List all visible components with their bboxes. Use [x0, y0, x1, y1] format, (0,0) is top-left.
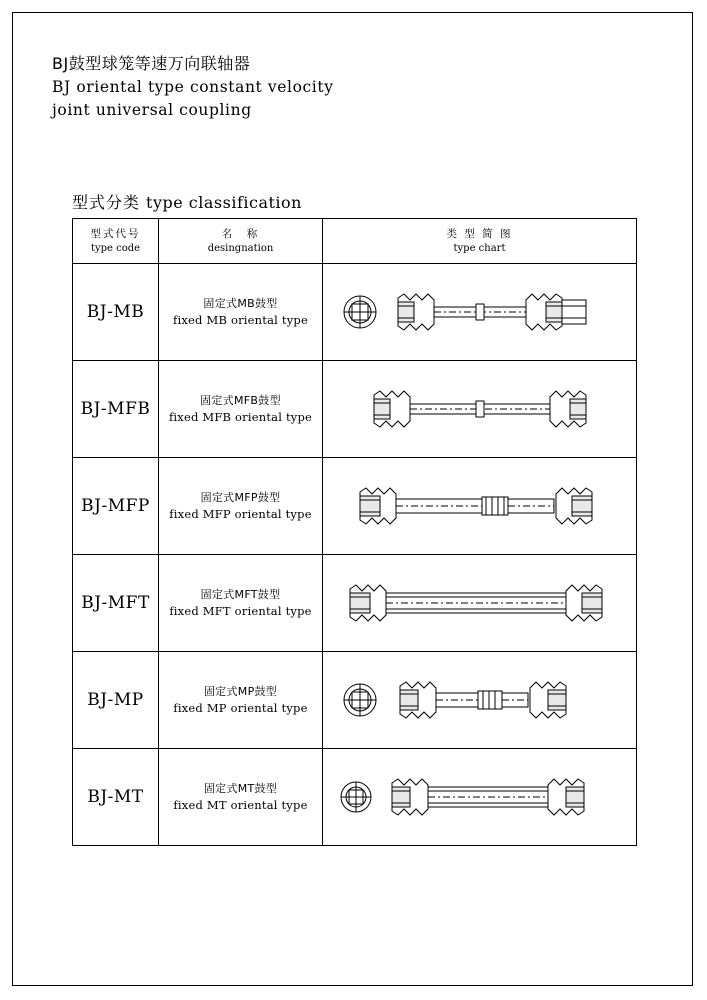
- designation-en: fixed MB oriental type: [173, 313, 308, 327]
- header-cell-type-code: [73, 219, 159, 264]
- type-classification-table: [72, 218, 637, 846]
- cell-type-code: BJ-MP: [73, 652, 159, 749]
- designation-en: fixed MP oriental type: [173, 701, 308, 715]
- diagram-mt-oriental-type: [330, 757, 630, 837]
- designation-cn: 固定式MB鼓型: [203, 297, 278, 310]
- diagram-mft-oriental-type: [330, 563, 630, 643]
- cell-type-chart: [323, 652, 637, 749]
- table-header-row: [73, 219, 637, 264]
- header-cell-type-chart: [323, 219, 637, 264]
- designation-en: fixed MFB oriental type: [168, 410, 313, 424]
- cell-type-code: BJ-MT: [73, 749, 159, 846]
- cell-type-code: BJ-MFB: [73, 361, 159, 458]
- cell-type-chart: [323, 555, 637, 652]
- table-header: [73, 219, 637, 264]
- title-english-line1: BJ oriental type constant velocity: [52, 78, 334, 96]
- cell-designation: [159, 458, 323, 555]
- designation-cn: 固定式MFB鼓型: [200, 394, 281, 407]
- diagram-mb-oriental-type: [330, 272, 630, 352]
- title-english-line2: joint universal coupling: [52, 101, 252, 119]
- table-row: [73, 555, 637, 652]
- designation-cn: 固定式MFP鼓型: [200, 491, 281, 504]
- section-heading-chinese: 型式分类: [72, 193, 141, 212]
- table-row: [73, 652, 637, 749]
- cell-type-chart: [323, 361, 637, 458]
- cell-designation: [159, 361, 323, 458]
- diagram-mfb-oriental-type: [330, 369, 630, 449]
- header-type-chart-en: type chart: [453, 242, 506, 254]
- table-body: [73, 264, 637, 846]
- cell-designation: [159, 555, 323, 652]
- diagram-mfp-oriental-type: [330, 466, 630, 546]
- header-designation-en: desingnation: [207, 242, 274, 254]
- cell-type-code: BJ-MFT: [73, 555, 159, 652]
- header-type-code-en: type code: [90, 242, 141, 254]
- header-cell-designation: [159, 219, 323, 264]
- designation-cn: 固定式MP鼓型: [203, 685, 278, 698]
- designation-en: fixed MFT oriental type: [169, 604, 312, 618]
- header-type-code-cn: 型式代号: [90, 227, 141, 240]
- header-type-chart-cn: 类 型 简 图: [446, 227, 513, 240]
- section-heading: [72, 190, 302, 213]
- cell-designation: [159, 749, 323, 846]
- designation-en: fixed MFP oriental type: [169, 507, 312, 521]
- cell-designation: [159, 652, 323, 749]
- designation-cn: 固定式MFT鼓型: [200, 588, 281, 601]
- cell-type-chart: [323, 458, 637, 555]
- document-title-block: [52, 52, 572, 122]
- cell-type-chart: [323, 749, 637, 846]
- designation-en: fixed MT oriental type: [173, 798, 308, 812]
- cell-type-chart: [323, 264, 637, 361]
- designation-cn: 固定式MT鼓型: [203, 782, 278, 795]
- cell-designation: [159, 264, 323, 361]
- cell-type-code: BJ-MFP: [73, 458, 159, 555]
- table-row: [73, 458, 637, 555]
- header-designation-cn: 名 称: [221, 227, 260, 240]
- table-row: [73, 361, 637, 458]
- title-chinese: BJ鼓型球笼等速万向联轴器: [52, 54, 251, 73]
- table-row: [73, 749, 637, 846]
- section-heading-english: type classification: [146, 193, 302, 212]
- diagram-mp-oriental-type: [330, 660, 630, 740]
- cell-type-code: BJ-MB: [73, 264, 159, 361]
- table-row: [73, 264, 637, 361]
